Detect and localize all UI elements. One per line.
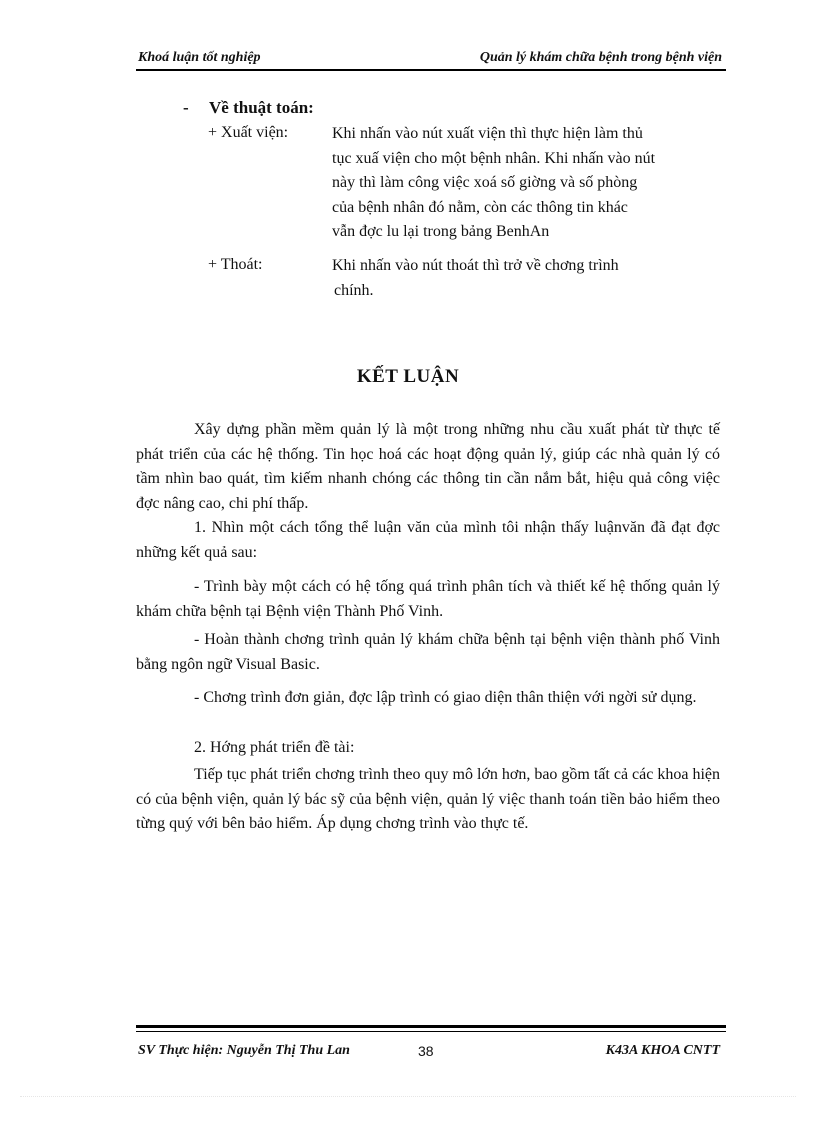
algorithm-title: Về thuật toán:	[209, 98, 314, 117]
result-item-2: - Hoàn thành chơng trình quản lý khám chữa bệnh tại bệnh viện thành phố Vinh bằng ngôn ngữ Visual Basic.	[136, 631, 720, 673]
bullet-dash: -	[183, 98, 189, 117]
item-text-exit	[332, 254, 722, 303]
page-number: 38	[418, 1043, 434, 1059]
item-label-exit: + Thoát:	[208, 256, 263, 273]
page-header	[136, 50, 724, 68]
footer-rule-thick	[136, 1025, 726, 1028]
item-label-discharge: + Xuất viện:	[208, 124, 289, 141]
footer-author: SV Thực hiện: Nguyễn Thị Thu Lan	[138, 1043, 350, 1058]
conclusion-title: KẾT LUẬN	[356, 366, 460, 387]
result-item-1: - Trình bày một cách có hệ tống quá trình phân tích và thiết kế hệ thống quản lý khám chữa bệnh tại Bệnh viện Thành Phố Vinh.	[136, 578, 720, 620]
conclusion-intro: Xây dựng phần mềm quản lý là một trong những nhu cầu xuất phát từ thực tế phát triển của các hệ thống. Tin học hoá các hoạt động quản lý, giúp các nhà quản lý có tầm nhìn bao quát, tìm kiếm nhanh chóng các thông tin cần nắm bắt, hiệu quả công việc đợc nâng cao, chi phí thấp.	[136, 421, 720, 512]
text-line: chính.	[334, 281, 374, 299]
conclusion-point-2: 2. Hớng phát triển đề tài:	[194, 739, 355, 756]
item-text-discharge	[332, 122, 722, 245]
conclusion-point-1: 1. Nhìn một cách tổng thể luận văn của mình tôi nhận thấy luậnvăn đã đạt đợc những kết quả sau:	[136, 519, 720, 561]
header-right-title: Quản lý khám chữa bệnh trong bệnh viện	[479, 50, 722, 65]
header-rule	[136, 69, 726, 71]
text-line: Khi nhấn vào nút xuất viện thì thực hiện làm thủ	[332, 125, 643, 142]
text-line: tục xuấ viện cho một bệnh nhân. Khi nhấn vào nút	[332, 149, 656, 167]
page-edge-divider	[20, 1096, 796, 1097]
footer-rule-thin	[136, 1031, 726, 1032]
header-left-title: Khoá luận tốt nghiệp	[138, 50, 261, 65]
text-line: này thì làm công việc xoá số giờng và số phòng	[332, 174, 638, 191]
future-development: Tiếp tục phát triển chơng trình theo quy mô lớn hơn, bao gồm tất cả các khoa hiện có của bệnh viện, quản lý bác sỹ của bệnh viện, quản lý việc thanh toán tiền bảo hiểm theo từng quý với bên bảo hiểm. Áp dụng chơng trình vào thực tế.	[136, 766, 721, 832]
text-line: vẫn đợc lu lại trong bảng BenhAn	[332, 223, 550, 240]
page-footer	[136, 1043, 724, 1063]
algorithm-heading	[183, 98, 314, 118]
result-item-3: - Chơng trình đơn giản, đợc lập trình có giao diện thân thiện với ngời sử dụng.	[194, 689, 697, 706]
text-line: Khi nhấn vào nút thoát thì trở về chơng trình	[332, 257, 619, 274]
footer-class: K43A KHOA CNTT	[605, 1043, 720, 1058]
text-line: của bệnh nhân đó nằm, còn các thông tin khác	[332, 198, 628, 216]
